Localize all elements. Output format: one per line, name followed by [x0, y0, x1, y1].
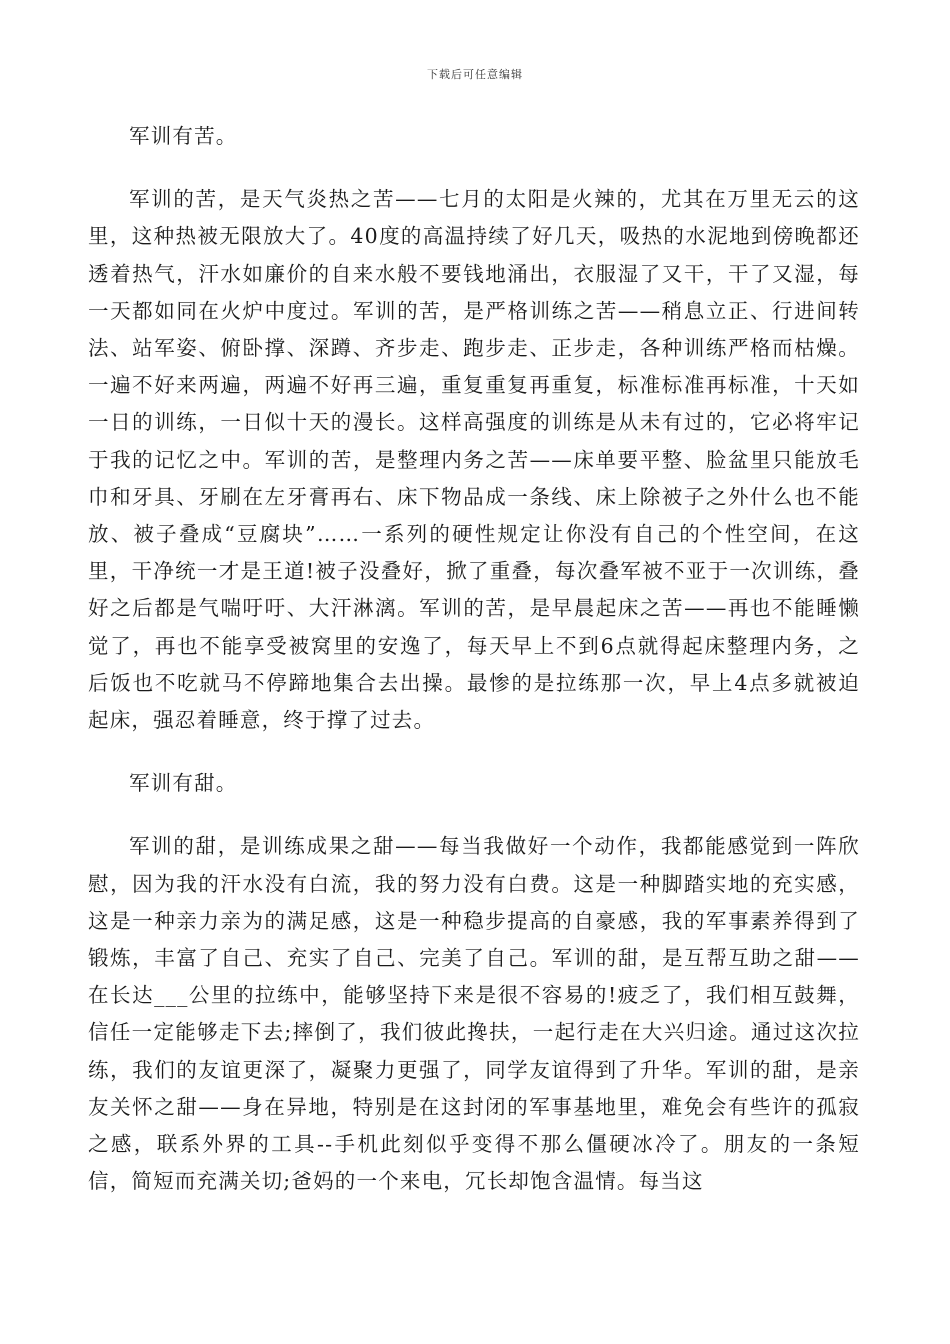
document-body: [88, 118, 860, 1226]
section-heading-sweet: 军训有甜。: [129, 771, 238, 796]
paragraph-sweet: 军训的甜，是训练成果之甜——每当我做好一个动作，我都能感觉到一阵欣慰，因为我的汗水没有白流，我的努力没有白费。这是一种脚踏实地的充实感，这是一种亲力亲为的满足感，这是一种稳步提高的自豪感，我的军事素养得到了锻炼，丰富了自己、充实了自己、完美了自己。军训的甜，是互帮互助之甜——在长达___公里的拉练中，能够坚持下来是很不容易的!疲乏了，我们相互鼓舞，信任一定能够走下去;摔倒了，我们彼此搀扶，一起行走在大兴归途。通过这次拉练，我们的友谊更深了，凝聚力更强了，同学友谊得到了升华。军训的甜，是亲友关怀之甜——身在异地，特别是在这封闭的军事基地里，难免会有些许的孤寂之感，联系外界的工具--手机此刻似乎变得不那么僵硬冰冷了。朋友的一条短信，简短而充满关切;爸妈的一个来电，冗长却饱含温情。每当这: [88, 834, 860, 1194]
paragraph-bitter: 军训的苦，是天气炎热之苦——七月的太阳是火辣的，尤其在万里无云的这里，这种热被无限放大了。40度的高温持续了好几天，吸热的水泥地到傍晚都还透着热气，汗水如廉价的自来水般不要钱地涌出，衣服湿了又干，干了又湿，每一天都如同在火炉中度过。军训的苦，是严格训练之苦——稍息立正、行进间转法、站军姿、俯卧撑、深蹲、齐步走、跑步走、正步走，各种训练严格而枯燥。一遍不好来两遍，两遍不好再三遍，重复重复再重复，标准标准再标准，十天如一日的训练，一日似十天的漫长。这样高强度的训练是从未有过的，它必将牢记于我的记忆之中。军训的苦，是整理内务之苦——床单要平整、脸盆里只能放毛巾和牙具、牙刷在左牙膏再右、床下物品成一条线、床上除被子之外什么也不能放、被子叠成“豆腐块”……一系列的硬性规定让你没有自己的个性空间，在这里，干净统一才是王道!被子没叠好，掀了重叠，每次叠军被不亚于一次训练，叠好之后都是气喘吁吁、大汗淋漓。军训的苦，是早晨起床之苦——再也不能睡懒觉了，再也不能享受被窝里的安逸了，每天早上不到6点就得起床整理内务，之后饭也不吃就马不停蹄地集合去出操。最惨的是拉练那一次，早上4点多就被迫起床，强忍着睡意，终于撑了过去。: [88, 187, 860, 733]
header-note: 下载后可任意编辑: [427, 68, 523, 81]
section-heading-bitter: 军训有苦。: [129, 124, 238, 148]
